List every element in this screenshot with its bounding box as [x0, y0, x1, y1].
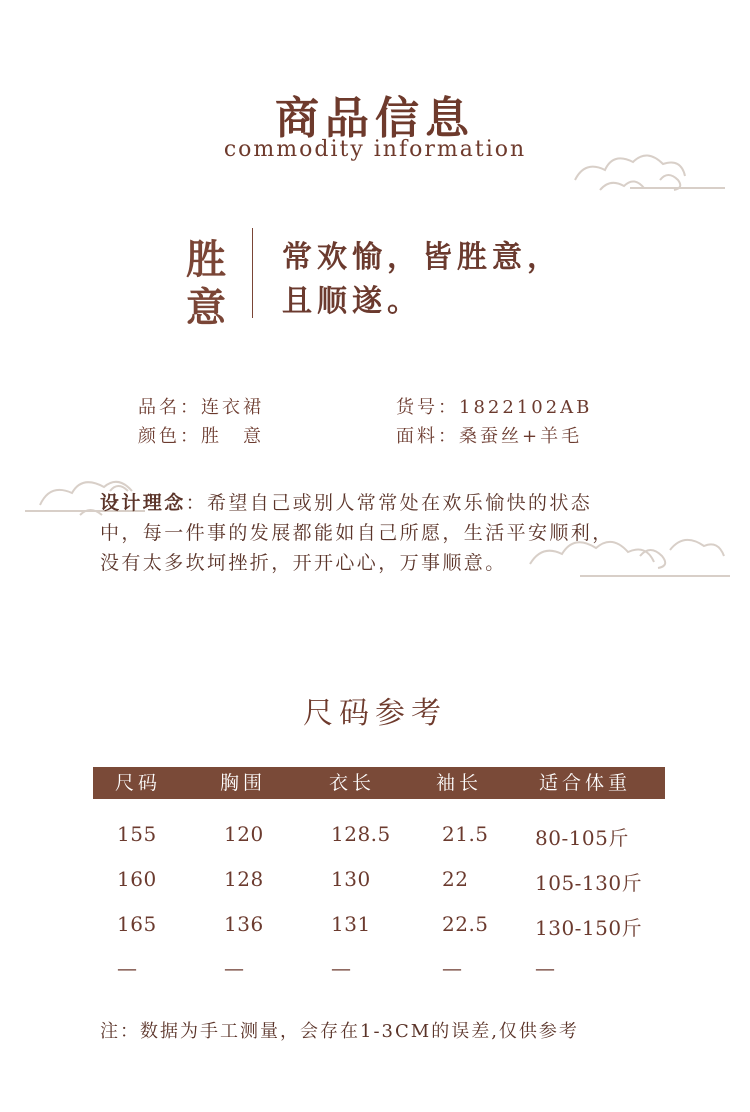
table-cell: 80-105斤 — [535, 826, 629, 850]
table-cell: 22 — [442, 867, 469, 891]
size-section-title: 尺码参考 — [303, 696, 447, 731]
table-cell: 128 — [224, 867, 264, 891]
hero-char-1: 胜 — [186, 236, 226, 283]
table-row — [0, 956, 750, 980]
col-header-weight: 适合体重 — [539, 772, 632, 794]
info-fabric-label: 面料： — [396, 426, 459, 447]
table-row — [0, 912, 750, 940]
table-cell: — — [535, 956, 556, 980]
table-cell: — — [442, 956, 463, 980]
col-header-chest: 胸围 — [220, 772, 267, 794]
table-cell: 128.5 — [331, 822, 391, 846]
design-line-1 — [100, 488, 680, 518]
table-cell: 130 — [331, 867, 371, 891]
design-line-3: 没有太多坎坷挫折，开开心心，万事顺意。 — [100, 552, 507, 574]
table-cell: 130-150斤 — [535, 916, 643, 940]
table-cell: 136 — [224, 912, 264, 936]
slogan-line-2: 且顺遂。 — [282, 284, 422, 319]
design-line-1-text: ：希望自己或别人常常处在欢乐愉快的状态 — [185, 492, 593, 514]
col-header-sleeve: 袖长 — [436, 772, 483, 794]
info-code — [396, 393, 592, 419]
design-line-2: 中，每一件事的发展都能如自己所愿，生活平安顺利， — [100, 522, 614, 544]
col-header-size: 尺码 — [115, 772, 162, 794]
table-cell: — — [224, 956, 245, 980]
size-table-header — [93, 767, 665, 799]
col-header-length: 衣长 — [329, 772, 376, 794]
design-concept — [100, 488, 680, 578]
table-cell: 22.5 — [442, 912, 489, 936]
table-cell: 160 — [117, 867, 157, 891]
table-cell: 155 — [117, 822, 157, 846]
table-cell: 21.5 — [442, 822, 489, 846]
info-fabric-value: 桑蚕丝+羊毛 — [459, 426, 583, 447]
info-color — [138, 422, 264, 448]
table-row — [0, 867, 750, 895]
vertical-divider — [252, 228, 253, 318]
info-color-value: 胜 意 — [201, 426, 264, 447]
page-title: 商品信息 — [275, 93, 475, 144]
table-cell: 165 — [117, 912, 157, 936]
info-code-label: 货号： — [396, 397, 459, 418]
table-cell: — — [331, 956, 352, 980]
info-name — [138, 393, 264, 419]
info-fabric — [396, 422, 582, 448]
measurement-note: 注：数据为手工测量，会存在1-3CM的误差,仅供参考 — [100, 1021, 579, 1042]
design-label: 设计理念 — [100, 492, 186, 514]
page-subtitle: commodity information — [223, 137, 527, 162]
table-cell: — — [117, 956, 138, 980]
table-cell: 120 — [224, 822, 264, 846]
slogan-line-1: 常欢愉，皆胜意， — [282, 240, 562, 275]
table-row — [0, 822, 750, 850]
info-color-label: 颜色： — [138, 426, 201, 447]
hero-char-2: 意 — [186, 284, 226, 331]
cloud-decoration-top-icon — [570, 150, 730, 200]
table-cell: 105-130斤 — [535, 871, 643, 895]
info-code-value: 1822102AB — [459, 397, 593, 418]
info-name-label: 品名： — [138, 397, 201, 418]
table-cell: 131 — [331, 912, 371, 936]
info-name-value: 连衣裙 — [201, 397, 264, 418]
